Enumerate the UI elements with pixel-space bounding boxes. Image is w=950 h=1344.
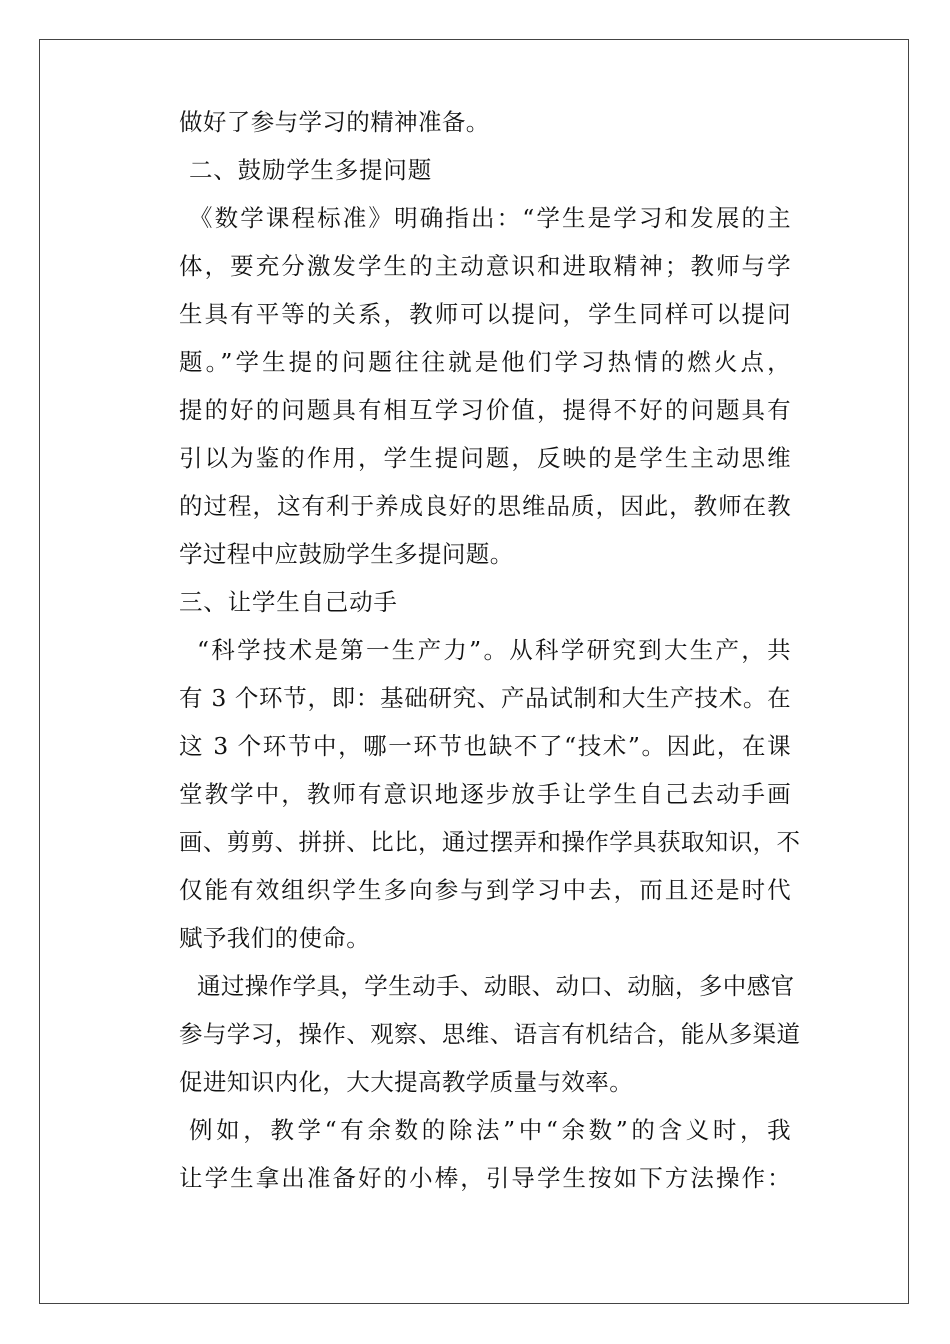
paragraph-line: 画、剪剪、拼拼、比比，通过摆弄和操作学具获取知识，不 (179, 828, 801, 856)
paragraph-line: 题。”学生提的问题往往就是他们学习热情的燃火点， (179, 348, 791, 376)
paragraph-line: “科学技术是第一生产力”。从科学研究到大生产，共 (197, 636, 791, 664)
paragraph-line: 通过操作学具，学生动手、动眼、动口、动脑，多中感官 (197, 972, 795, 1000)
section-heading-2: 二、鼓励学生多提问题 (189, 156, 432, 184)
paragraph-line: 提的好的问题具有相互学习价值，提得不好的问题具有 (179, 396, 791, 424)
paragraph-line: 的过程，这有利于养成良好的思维品质，因此，教师在教 (179, 492, 791, 520)
paragraph-line: 参与学习，操作、观察、思维、语言有机结合，能从多渠道 (179, 1020, 801, 1048)
paragraph-line: 有 3 个环节，即：基础研究、产品试制和大生产技术。在 (179, 684, 791, 712)
paragraph-line: 堂教学中，教师有意识地逐步放手让学生自己去动手画 (179, 780, 791, 808)
paragraph-line: 生具有平等的关系，教师可以提问，学生同样可以提问 (179, 300, 791, 328)
document-body (179, 98, 801, 1202)
paragraph-line: 促进知识内化，大大提高教学质量与效率。 (179, 1068, 634, 1096)
paragraph-line: 仅能有效组织学生多向参与到学习中去，而且还是时代 (179, 876, 791, 904)
paragraph-line: 学过程中应鼓励学生多提问题。 (179, 540, 514, 568)
paragraph-line: 例如，教学“有余数的除法”中“余数”的含义时，我 (189, 1116, 791, 1144)
paragraph-line: 引以为鉴的作用，学生提问题，反映的是学生主动思维 (179, 444, 791, 472)
paragraph-line: 《数学课程标准》明确指出：“学生是学习和发展的主 (189, 204, 791, 232)
paragraph-line: 体，要充分激发学生的主动意识和进取精神；教师与学 (179, 252, 791, 280)
paragraph-line: 做好了参与学习的精神准备。 (179, 108, 490, 136)
section-heading-3: 三、让学生自己动手 (179, 588, 398, 616)
paragraph-line: 赋予我们的使命。 (179, 924, 371, 952)
paragraph-line: 让学生拿出准备好的小棒，引导学生按如下方法操作： (179, 1164, 791, 1192)
paragraph-line: 这 3 个环节中，哪一环节也缺不了“技术”。因此，在课 (179, 732, 791, 760)
